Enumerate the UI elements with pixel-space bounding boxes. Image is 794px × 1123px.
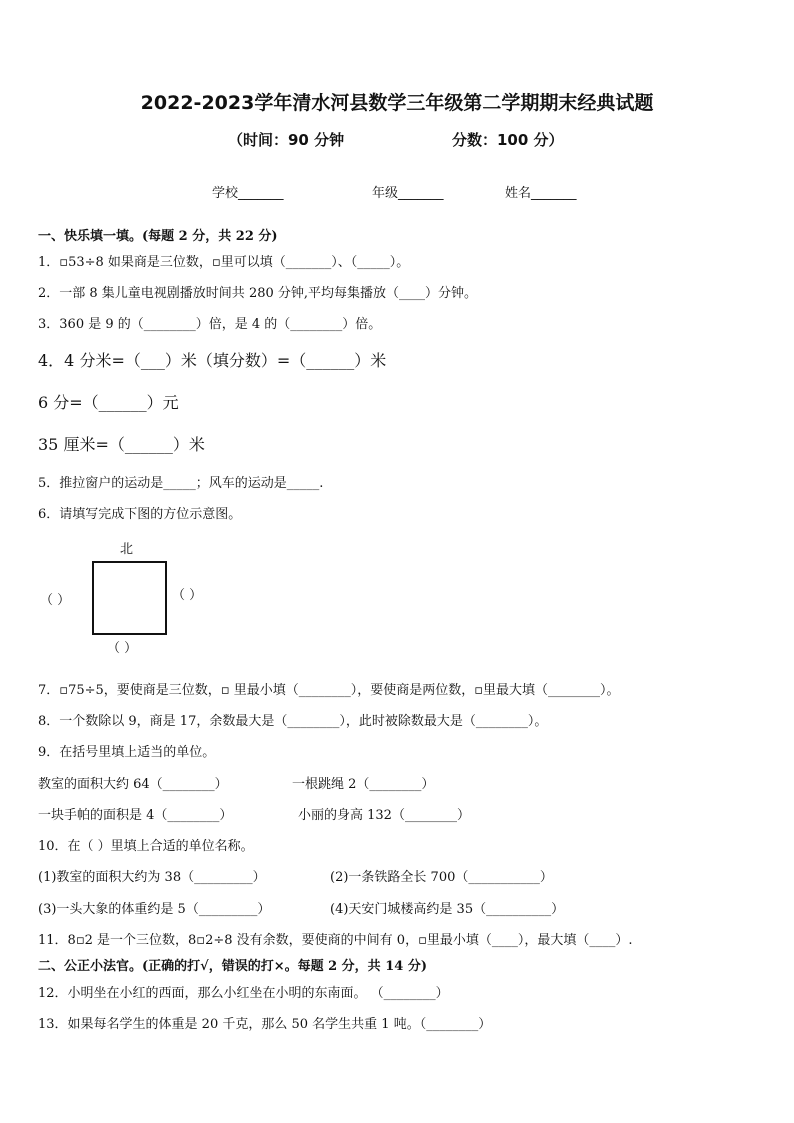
question-9a: 教室的面积大约 64（________）	[38, 777, 228, 792]
north-label: 北	[120, 542, 134, 557]
question-9b: 一根跳绳 2（________）	[292, 777, 435, 792]
question-10c: (3)一头大象的体重约是 5（_________）	[38, 902, 271, 917]
grade-field: 年级_______	[372, 186, 444, 201]
right-blank: （ ）	[172, 588, 203, 603]
question-4c: 35 厘米=（______）米	[38, 435, 205, 454]
question-13: 13．如果每名学生的体重是 20 千克，那么 50 名学生共重 1 吨。（________）	[38, 1017, 492, 1032]
left-blank: （ ）	[40, 593, 71, 608]
section-2-heading: 二、公正小法官。(正确的打√，错误的打×。每题 2 分，共 14 分)	[38, 959, 427, 974]
name-field: 姓名_______	[505, 186, 577, 201]
page-title: 2022-2023学年清水河县数学三年级第二学期期末经典试题	[140, 92, 654, 114]
direction-square	[92, 561, 167, 635]
question-4b: 6 分=（______）元	[38, 393, 179, 412]
question-10a: (1)教室的面积大约为 38（_________）	[38, 870, 266, 885]
question-7: 7．▫75÷5，要使商是三位数，▫ 里最小填（________），要使商是两位数，▫里最大填（________）。	[38, 683, 620, 698]
question-3: 3．360 是 9 的（________）倍，是 4 的（________）倍。	[38, 317, 382, 332]
question-8: 8．一个数除以 9，商是 17，余数最大是（________），此时被除数最大是（________）。	[38, 714, 548, 729]
bottom-blank: （ ）	[107, 641, 138, 656]
section-1-heading: 一、快乐填一填。(每题 2 分，共 22 分)	[38, 229, 278, 244]
question-6: 6．请填写完成下图的方位示意图。	[38, 507, 242, 522]
question-9d: 小丽的身高 132（________）	[298, 808, 470, 823]
question-2: 2．一部 8 集儿童电视剧播放时间共 280 分钟,平均每集播放（____）分钟。	[38, 286, 478, 301]
question-11: 11．8▫2 是一个三位数，8▫2÷8 没有余数，要使商的中间有 0，▫里最小填（____），最大填（____）.	[38, 933, 633, 948]
question-9c: 一块手帕的面积是 4（________）	[38, 808, 233, 823]
question-5: 5．推拉窗户的运动是_____；风车的运动是_____.	[38, 476, 324, 491]
question-12: 12．小明坐在小红的西面，那么小红坐在小明的东南面。 （________）	[38, 986, 449, 1001]
exam-score: 分数：100 分）	[452, 131, 564, 149]
question-10d: (4)天安门城楼高约是 35（__________）	[330, 902, 565, 917]
school-field: 学校_______	[212, 186, 284, 201]
question-4a: 4．4 分米=（___）米（填分数）=（______）米	[38, 351, 387, 370]
question-1: 1．▫53÷8 如果商是三位数，▫里可以填（_______）、（_____）。	[38, 255, 410, 270]
exam-time: （时间：90 分钟	[228, 131, 345, 149]
question-10: 10．在（ ）里填上合适的单位名称。	[38, 839, 254, 854]
question-10b: (2)一条铁路全长 700（___________）	[330, 870, 553, 885]
question-9: 9．在括号里填上适当的单位。	[38, 745, 216, 760]
